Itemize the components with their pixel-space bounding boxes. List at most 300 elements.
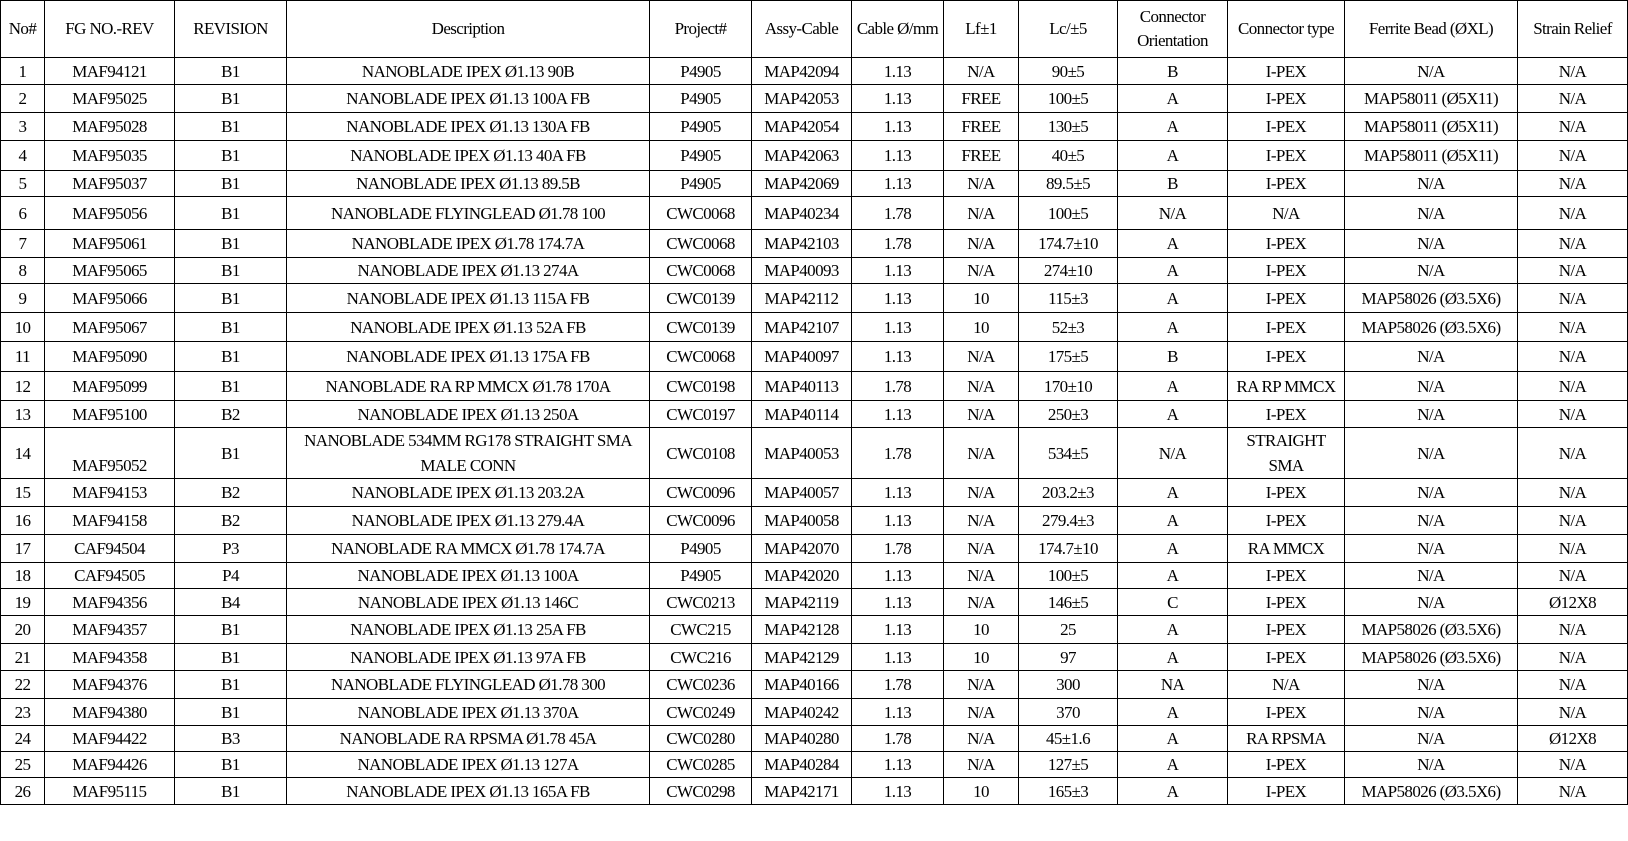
cell-cable-diameter: 1.78 <box>852 535 944 563</box>
cell-strain-relief: N/A <box>1518 479 1628 507</box>
cell-cable-diameter: 1.13 <box>852 401 944 428</box>
cell-assy-cable: MAP40058 <box>752 507 852 535</box>
cell-strain-relief: Ø12X8 <box>1518 726 1628 752</box>
cell-lc: 100±5 <box>1019 563 1118 589</box>
cell-fg-no-rev: MAF95061 <box>45 230 175 258</box>
cell-assy-cable: MAP42054 <box>752 113 852 141</box>
cell-assy-cable: MAP40234 <box>752 197 852 230</box>
cell-no: 8 <box>1 258 45 284</box>
cell-connector-type: I-PEX <box>1228 778 1345 805</box>
cell-ferrite-bead: MAP58011 (Ø5X11) <box>1345 85 1518 113</box>
cell-strain-relief: N/A <box>1518 507 1628 535</box>
cell-project: P4905 <box>650 171 752 197</box>
cell-assy-cable: MAP40284 <box>752 752 852 778</box>
cell-connector-orientation: A <box>1118 372 1228 401</box>
cell-revision: B1 <box>175 141 287 171</box>
cell-strain-relief: N/A <box>1518 778 1628 805</box>
cell-strain-relief: N/A <box>1518 428 1628 479</box>
cell-fg-no-rev: MAF94356 <box>45 589 175 616</box>
cell-lc: 130±5 <box>1019 113 1118 141</box>
cell-connector-type: I-PEX <box>1228 284 1345 313</box>
cell-ferrite-bead: MAP58026 (Ø3.5X6) <box>1345 778 1518 805</box>
cell-lc: 370 <box>1019 699 1118 726</box>
cell-revision: B1 <box>175 258 287 284</box>
table-row <box>1 699 1628 726</box>
cell-revision: B1 <box>175 113 287 141</box>
cell-connector-orientation: A <box>1118 535 1228 563</box>
cell-connector-type: N/A <box>1228 197 1345 230</box>
cell-description: NANOBLADE 534MM RG178 STRAIGHT SMA MALE CONN <box>287 428 650 479</box>
cell-cable-diameter: 1.78 <box>852 428 944 479</box>
cell-ferrite-bead: N/A <box>1345 671 1518 699</box>
cell-assy-cable: MAP42020 <box>752 563 852 589</box>
cell-lf: N/A <box>944 428 1019 479</box>
cell-strain-relief: Ø12X8 <box>1518 589 1628 616</box>
cell-ferrite-bead: N/A <box>1345 507 1518 535</box>
table-row <box>1 726 1628 752</box>
table-row <box>1 197 1628 230</box>
cell-assy-cable: MAP40242 <box>752 699 852 726</box>
cell-no: 15 <box>1 479 45 507</box>
header-fg-no-rev: FG NO.-REV <box>45 1 175 58</box>
cell-strain-relief: N/A <box>1518 113 1628 141</box>
cell-project: P4905 <box>650 58 752 85</box>
table-row <box>1 58 1628 85</box>
cell-assy-cable: MAP40053 <box>752 428 852 479</box>
cell-lc: 25 <box>1019 616 1118 644</box>
cell-revision: B4 <box>175 589 287 616</box>
cell-lf: FREE <box>944 113 1019 141</box>
cell-lc: 175±5 <box>1019 342 1118 372</box>
cell-fg-no-rev: MAF94376 <box>45 671 175 699</box>
cell-description: NANOBLADE IPEX Ø1.13 250A <box>287 401 650 428</box>
cell-lf: N/A <box>944 563 1019 589</box>
cell-strain-relief: N/A <box>1518 616 1628 644</box>
cell-project: P4905 <box>650 563 752 589</box>
cell-strain-relief: N/A <box>1518 401 1628 428</box>
cell-cable-diameter: 1.13 <box>852 479 944 507</box>
cell-strain-relief: N/A <box>1518 372 1628 401</box>
cell-no: 5 <box>1 171 45 197</box>
cell-revision: P3 <box>175 535 287 563</box>
cell-assy-cable: MAP42070 <box>752 535 852 563</box>
cell-fg-no-rev: MAF95067 <box>45 313 175 342</box>
cell-connector-orientation: A <box>1118 479 1228 507</box>
cell-lc: 250±3 <box>1019 401 1118 428</box>
cell-project: CWC0298 <box>650 778 752 805</box>
cell-fg-no-rev: MAF94358 <box>45 644 175 671</box>
cell-lf: N/A <box>944 752 1019 778</box>
cell-no: 20 <box>1 616 45 644</box>
cell-connector-orientation: A <box>1118 507 1228 535</box>
cell-cable-diameter: 1.13 <box>852 616 944 644</box>
cell-lf: N/A <box>944 58 1019 85</box>
cell-lc: 100±5 <box>1019 197 1118 230</box>
table-row <box>1 507 1628 535</box>
cell-lf: N/A <box>944 197 1019 230</box>
cell-lc: 90±5 <box>1019 58 1118 85</box>
cell-project: CWC0198 <box>650 372 752 401</box>
cell-lf: N/A <box>944 699 1019 726</box>
cell-connector-type: I-PEX <box>1228 85 1345 113</box>
cell-fg-no-rev: MAF94426 <box>45 752 175 778</box>
cell-project: CWC216 <box>650 644 752 671</box>
cell-strain-relief: N/A <box>1518 699 1628 726</box>
cell-no: 21 <box>1 644 45 671</box>
cell-strain-relief: N/A <box>1518 752 1628 778</box>
cell-ferrite-bead: MAP58011 (Ø5X11) <box>1345 113 1518 141</box>
cell-connector-orientation: A <box>1118 284 1228 313</box>
cell-revision: B1 <box>175 171 287 197</box>
cell-ferrite-bead: N/A <box>1345 428 1518 479</box>
cell-fg-no-rev: CAF94505 <box>45 563 175 589</box>
cell-lf: N/A <box>944 230 1019 258</box>
cell-description: NANOBLADE IPEX Ø1.78 174.7A <box>287 230 650 258</box>
cell-fg-no-rev: MAF94380 <box>45 699 175 726</box>
cell-strain-relief: N/A <box>1518 535 1628 563</box>
cell-strain-relief: N/A <box>1518 563 1628 589</box>
cell-lf: N/A <box>944 342 1019 372</box>
cell-description: NANOBLADE IPEX Ø1.13 165A FB <box>287 778 650 805</box>
cell-cable-diameter: 1.13 <box>852 589 944 616</box>
cell-description: NANOBLADE IPEX Ø1.13 130A FB <box>287 113 650 141</box>
cell-project: CWC0139 <box>650 284 752 313</box>
header-description: Description <box>287 1 650 58</box>
cell-description: NANOBLADE IPEX Ø1.13 40A FB <box>287 141 650 171</box>
cell-description: NANOBLADE IPEX Ø1.13 127A <box>287 752 650 778</box>
cell-ferrite-bead: N/A <box>1345 372 1518 401</box>
cell-ferrite-bead: N/A <box>1345 401 1518 428</box>
cell-assy-cable: MAP42053 <box>752 85 852 113</box>
cell-description: NANOBLADE RA RP MMCX Ø1.78 170A <box>287 372 650 401</box>
cell-strain-relief: N/A <box>1518 258 1628 284</box>
cell-fg-no-rev: MAF95100 <box>45 401 175 428</box>
cell-lf: FREE <box>944 85 1019 113</box>
cell-lc: 203.2±3 <box>1019 479 1118 507</box>
header-strain-relief: Strain Relief <box>1518 1 1628 58</box>
table-row <box>1 644 1628 671</box>
cell-fg-no-rev: MAF95028 <box>45 113 175 141</box>
cell-connector-orientation: A <box>1118 258 1228 284</box>
cell-fg-no-rev: MAF94357 <box>45 616 175 644</box>
table-row <box>1 535 1628 563</box>
cell-connector-orientation: A <box>1118 726 1228 752</box>
cell-lf: N/A <box>944 258 1019 284</box>
table-row <box>1 342 1628 372</box>
cell-connector-type: I-PEX <box>1228 58 1345 85</box>
cell-lc: 52±3 <box>1019 313 1118 342</box>
cell-connector-type: I-PEX <box>1228 589 1345 616</box>
cell-strain-relief: N/A <box>1518 197 1628 230</box>
cell-description: NANOBLADE IPEX Ø1.13 279.4A <box>287 507 650 535</box>
cell-revision: B1 <box>175 230 287 258</box>
cell-project: CWC0236 <box>650 671 752 699</box>
header-cable-diameter: Cable Ø/mm <box>852 1 944 58</box>
cell-no: 25 <box>1 752 45 778</box>
table-row <box>1 778 1628 805</box>
cell-assy-cable: MAP42119 <box>752 589 852 616</box>
cell-project: CWC0213 <box>650 589 752 616</box>
cell-strain-relief: N/A <box>1518 671 1628 699</box>
cell-no: 17 <box>1 535 45 563</box>
cell-lf: N/A <box>944 372 1019 401</box>
cell-assy-cable: MAP40166 <box>752 671 852 699</box>
cell-lf: N/A <box>944 479 1019 507</box>
cell-connector-orientation: A <box>1118 113 1228 141</box>
cell-no: 7 <box>1 230 45 258</box>
cell-project: CWC0108 <box>650 428 752 479</box>
cell-strain-relief: N/A <box>1518 284 1628 313</box>
cell-fg-no-rev: MAF94153 <box>45 479 175 507</box>
cell-project: P4905 <box>650 85 752 113</box>
cell-fg-no-rev: CAF94504 <box>45 535 175 563</box>
cell-ferrite-bead: N/A <box>1345 589 1518 616</box>
cell-lc: 279.4±3 <box>1019 507 1118 535</box>
cell-connector-type: RA RP MMCX <box>1228 372 1345 401</box>
cell-description: NANOBLADE IPEX Ø1.13 100A <box>287 563 650 589</box>
cell-lc: 100±5 <box>1019 85 1118 113</box>
table-row <box>1 589 1628 616</box>
cell-cable-diameter: 1.78 <box>852 726 944 752</box>
cell-lc: 274±10 <box>1019 258 1118 284</box>
cell-description: NANOBLADE IPEX Ø1.13 89.5B <box>287 171 650 197</box>
cell-connector-type: I-PEX <box>1228 479 1345 507</box>
cell-connector-type: I-PEX <box>1228 563 1345 589</box>
cell-ferrite-bead: MAP58026 (Ø3.5X6) <box>1345 313 1518 342</box>
cell-cable-diameter: 1.13 <box>852 58 944 85</box>
cell-strain-relief: N/A <box>1518 85 1628 113</box>
cell-fg-no-rev: MAF95025 <box>45 85 175 113</box>
cell-ferrite-bead: N/A <box>1345 752 1518 778</box>
table-row <box>1 372 1628 401</box>
cell-connector-orientation: A <box>1118 752 1228 778</box>
cell-fg-no-rev: MAF95052 <box>45 428 175 479</box>
cell-lc: 300 <box>1019 671 1118 699</box>
cell-description: NANOBLADE IPEX Ø1.13 203.2A <box>287 479 650 507</box>
cell-no: 24 <box>1 726 45 752</box>
header-no: No# <box>1 1 45 58</box>
cell-fg-no-rev: MAF95037 <box>45 171 175 197</box>
cell-revision: P4 <box>175 563 287 589</box>
cell-assy-cable: MAP42069 <box>752 171 852 197</box>
cell-ferrite-bead: N/A <box>1345 58 1518 85</box>
cell-lf: 10 <box>944 284 1019 313</box>
cell-lc: 165±3 <box>1019 778 1118 805</box>
cell-lf: 10 <box>944 616 1019 644</box>
cell-project: CWC0197 <box>650 401 752 428</box>
cell-revision: B1 <box>175 778 287 805</box>
cell-lf: 10 <box>944 644 1019 671</box>
cell-revision: B1 <box>175 699 287 726</box>
cell-lf: N/A <box>944 171 1019 197</box>
cell-description: NANOBLADE IPEX Ø1.13 115A FB <box>287 284 650 313</box>
table-row <box>1 428 1628 479</box>
cell-connector-orientation: A <box>1118 616 1228 644</box>
cell-project: CWC0139 <box>650 313 752 342</box>
cell-strain-relief: N/A <box>1518 230 1628 258</box>
cell-connector-type: I-PEX <box>1228 113 1345 141</box>
table-row <box>1 284 1628 313</box>
cell-connector-orientation: A <box>1118 85 1228 113</box>
cell-strain-relief: N/A <box>1518 644 1628 671</box>
cell-connector-orientation: A <box>1118 644 1228 671</box>
cell-connector-orientation: B <box>1118 171 1228 197</box>
cell-strain-relief: N/A <box>1518 342 1628 372</box>
cell-lf: N/A <box>944 507 1019 535</box>
table-row <box>1 171 1628 197</box>
cell-lf: FREE <box>944 141 1019 171</box>
cell-revision: B1 <box>175 342 287 372</box>
cell-ferrite-bead: N/A <box>1345 699 1518 726</box>
cell-no: 23 <box>1 699 45 726</box>
cell-revision: B1 <box>175 85 287 113</box>
table-row <box>1 85 1628 113</box>
cell-project: P4905 <box>650 535 752 563</box>
header-connector-type: Connector type <box>1228 1 1345 58</box>
cell-fg-no-rev: MAF94158 <box>45 507 175 535</box>
cell-no: 3 <box>1 113 45 141</box>
header-lf: Lf±1 <box>944 1 1019 58</box>
cell-revision: B1 <box>175 671 287 699</box>
cell-assy-cable: MAP42094 <box>752 58 852 85</box>
cell-revision: B1 <box>175 752 287 778</box>
cell-lf: N/A <box>944 671 1019 699</box>
header-ferrite-bead: Ferrite Bead (ØXL) <box>1345 1 1518 58</box>
cell-cable-diameter: 1.13 <box>852 258 944 284</box>
header-connector-orientation: Connector Orientation <box>1118 1 1228 58</box>
cell-project: CWC0096 <box>650 479 752 507</box>
cell-ferrite-bead: N/A <box>1345 726 1518 752</box>
cell-description: NANOBLADE IPEX Ø1.13 274A <box>287 258 650 284</box>
cell-description: NANOBLADE IPEX Ø1.13 25A FB <box>287 616 650 644</box>
cell-assy-cable: MAP42063 <box>752 141 852 171</box>
table-row <box>1 752 1628 778</box>
cell-connector-orientation: A <box>1118 778 1228 805</box>
cell-project: CWC0068 <box>650 342 752 372</box>
cell-revision: B2 <box>175 479 287 507</box>
cell-connector-orientation: A <box>1118 401 1228 428</box>
table-body <box>1 58 1628 805</box>
header-project: Project# <box>650 1 752 58</box>
cell-fg-no-rev: MAF95115 <box>45 778 175 805</box>
table-row <box>1 616 1628 644</box>
cell-revision: B1 <box>175 58 287 85</box>
cell-revision: B3 <box>175 726 287 752</box>
cell-strain-relief: N/A <box>1518 58 1628 85</box>
cell-cable-diameter: 1.13 <box>852 752 944 778</box>
cell-revision: B1 <box>175 313 287 342</box>
cell-cable-diameter: 1.78 <box>852 671 944 699</box>
cell-description: NANOBLADE IPEX Ø1.13 175A FB <box>287 342 650 372</box>
cell-connector-type: I-PEX <box>1228 401 1345 428</box>
cell-lf: 10 <box>944 313 1019 342</box>
cell-cable-diameter: 1.13 <box>852 778 944 805</box>
cell-connector-orientation: A <box>1118 563 1228 589</box>
cell-cable-diameter: 1.13 <box>852 507 944 535</box>
cell-description: NANOBLADE IPEX Ø1.13 90B <box>287 58 650 85</box>
cell-ferrite-bead: MAP58011 (Ø5X11) <box>1345 141 1518 171</box>
cell-ferrite-bead: N/A <box>1345 535 1518 563</box>
cell-strain-relief: N/A <box>1518 313 1628 342</box>
cell-connector-orientation: B <box>1118 58 1228 85</box>
cell-revision: B2 <box>175 401 287 428</box>
cell-connector-orientation: C <box>1118 589 1228 616</box>
cell-lc: 115±3 <box>1019 284 1118 313</box>
cell-no: 13 <box>1 401 45 428</box>
cell-lc: 146±5 <box>1019 589 1118 616</box>
cell-assy-cable: MAP40114 <box>752 401 852 428</box>
cell-strain-relief: N/A <box>1518 171 1628 197</box>
cell-project: CWC0285 <box>650 752 752 778</box>
cell-connector-type: I-PEX <box>1228 507 1345 535</box>
cell-no: 6 <box>1 197 45 230</box>
cell-strain-relief: N/A <box>1518 141 1628 171</box>
table-row <box>1 313 1628 342</box>
cell-fg-no-rev: MAF94422 <box>45 726 175 752</box>
cell-connector-type: I-PEX <box>1228 141 1345 171</box>
cell-connector-type: N/A <box>1228 671 1345 699</box>
cell-ferrite-bead: N/A <box>1345 171 1518 197</box>
cell-cable-diameter: 1.78 <box>852 230 944 258</box>
cell-lf: 10 <box>944 778 1019 805</box>
cell-fg-no-rev: MAF94121 <box>45 58 175 85</box>
cell-connector-type: I-PEX <box>1228 616 1345 644</box>
cell-ferrite-bead: N/A <box>1345 563 1518 589</box>
cell-no: 22 <box>1 671 45 699</box>
cell-ferrite-bead: MAP58026 (Ø3.5X6) <box>1345 644 1518 671</box>
table-row <box>1 113 1628 141</box>
cell-connector-type: RA MMCX <box>1228 535 1345 563</box>
cell-assy-cable: MAP40113 <box>752 372 852 401</box>
cell-ferrite-bead: N/A <box>1345 230 1518 258</box>
cell-connector-type: I-PEX <box>1228 313 1345 342</box>
cell-cable-diameter: 1.78 <box>852 372 944 401</box>
cell-lc: 534±5 <box>1019 428 1118 479</box>
table-row <box>1 141 1628 171</box>
cell-no: 2 <box>1 85 45 113</box>
cell-no: 18 <box>1 563 45 589</box>
cell-cable-diameter: 1.13 <box>852 644 944 671</box>
cell-cable-diameter: 1.13 <box>852 313 944 342</box>
cell-description: NANOBLADE IPEX Ø1.13 370A <box>287 699 650 726</box>
header-assy-cable: Assy-Cable <box>752 1 852 58</box>
cell-assy-cable: MAP40093 <box>752 258 852 284</box>
cell-connector-orientation: NA <box>1118 671 1228 699</box>
cell-description: NANOBLADE FLYINGLEAD Ø1.78 100 <box>287 197 650 230</box>
cell-project: CWC0096 <box>650 507 752 535</box>
cell-cable-diameter: 1.13 <box>852 342 944 372</box>
cell-no: 19 <box>1 589 45 616</box>
cell-ferrite-bead: MAP58026 (Ø3.5X6) <box>1345 616 1518 644</box>
cell-connector-orientation: N/A <box>1118 197 1228 230</box>
cell-cable-diameter: 1.13 <box>852 284 944 313</box>
cell-connector-type: I-PEX <box>1228 171 1345 197</box>
cell-lc: 127±5 <box>1019 752 1118 778</box>
cell-assy-cable: MAP42128 <box>752 616 852 644</box>
cell-connector-type: I-PEX <box>1228 258 1345 284</box>
cell-lc: 89.5±5 <box>1019 171 1118 197</box>
header-revision: REVISION <box>175 1 287 58</box>
cell-lc: 97 <box>1019 644 1118 671</box>
cell-fg-no-rev: MAF95065 <box>45 258 175 284</box>
cell-connector-orientation: A <box>1118 313 1228 342</box>
cell-project: CWC0068 <box>650 197 752 230</box>
cell-revision: B1 <box>175 372 287 401</box>
cell-description: NANOBLADE IPEX Ø1.13 100A FB <box>287 85 650 113</box>
cell-connector-orientation: A <box>1118 699 1228 726</box>
cell-no: 14 <box>1 428 45 479</box>
cell-cable-diameter: 1.13 <box>852 563 944 589</box>
